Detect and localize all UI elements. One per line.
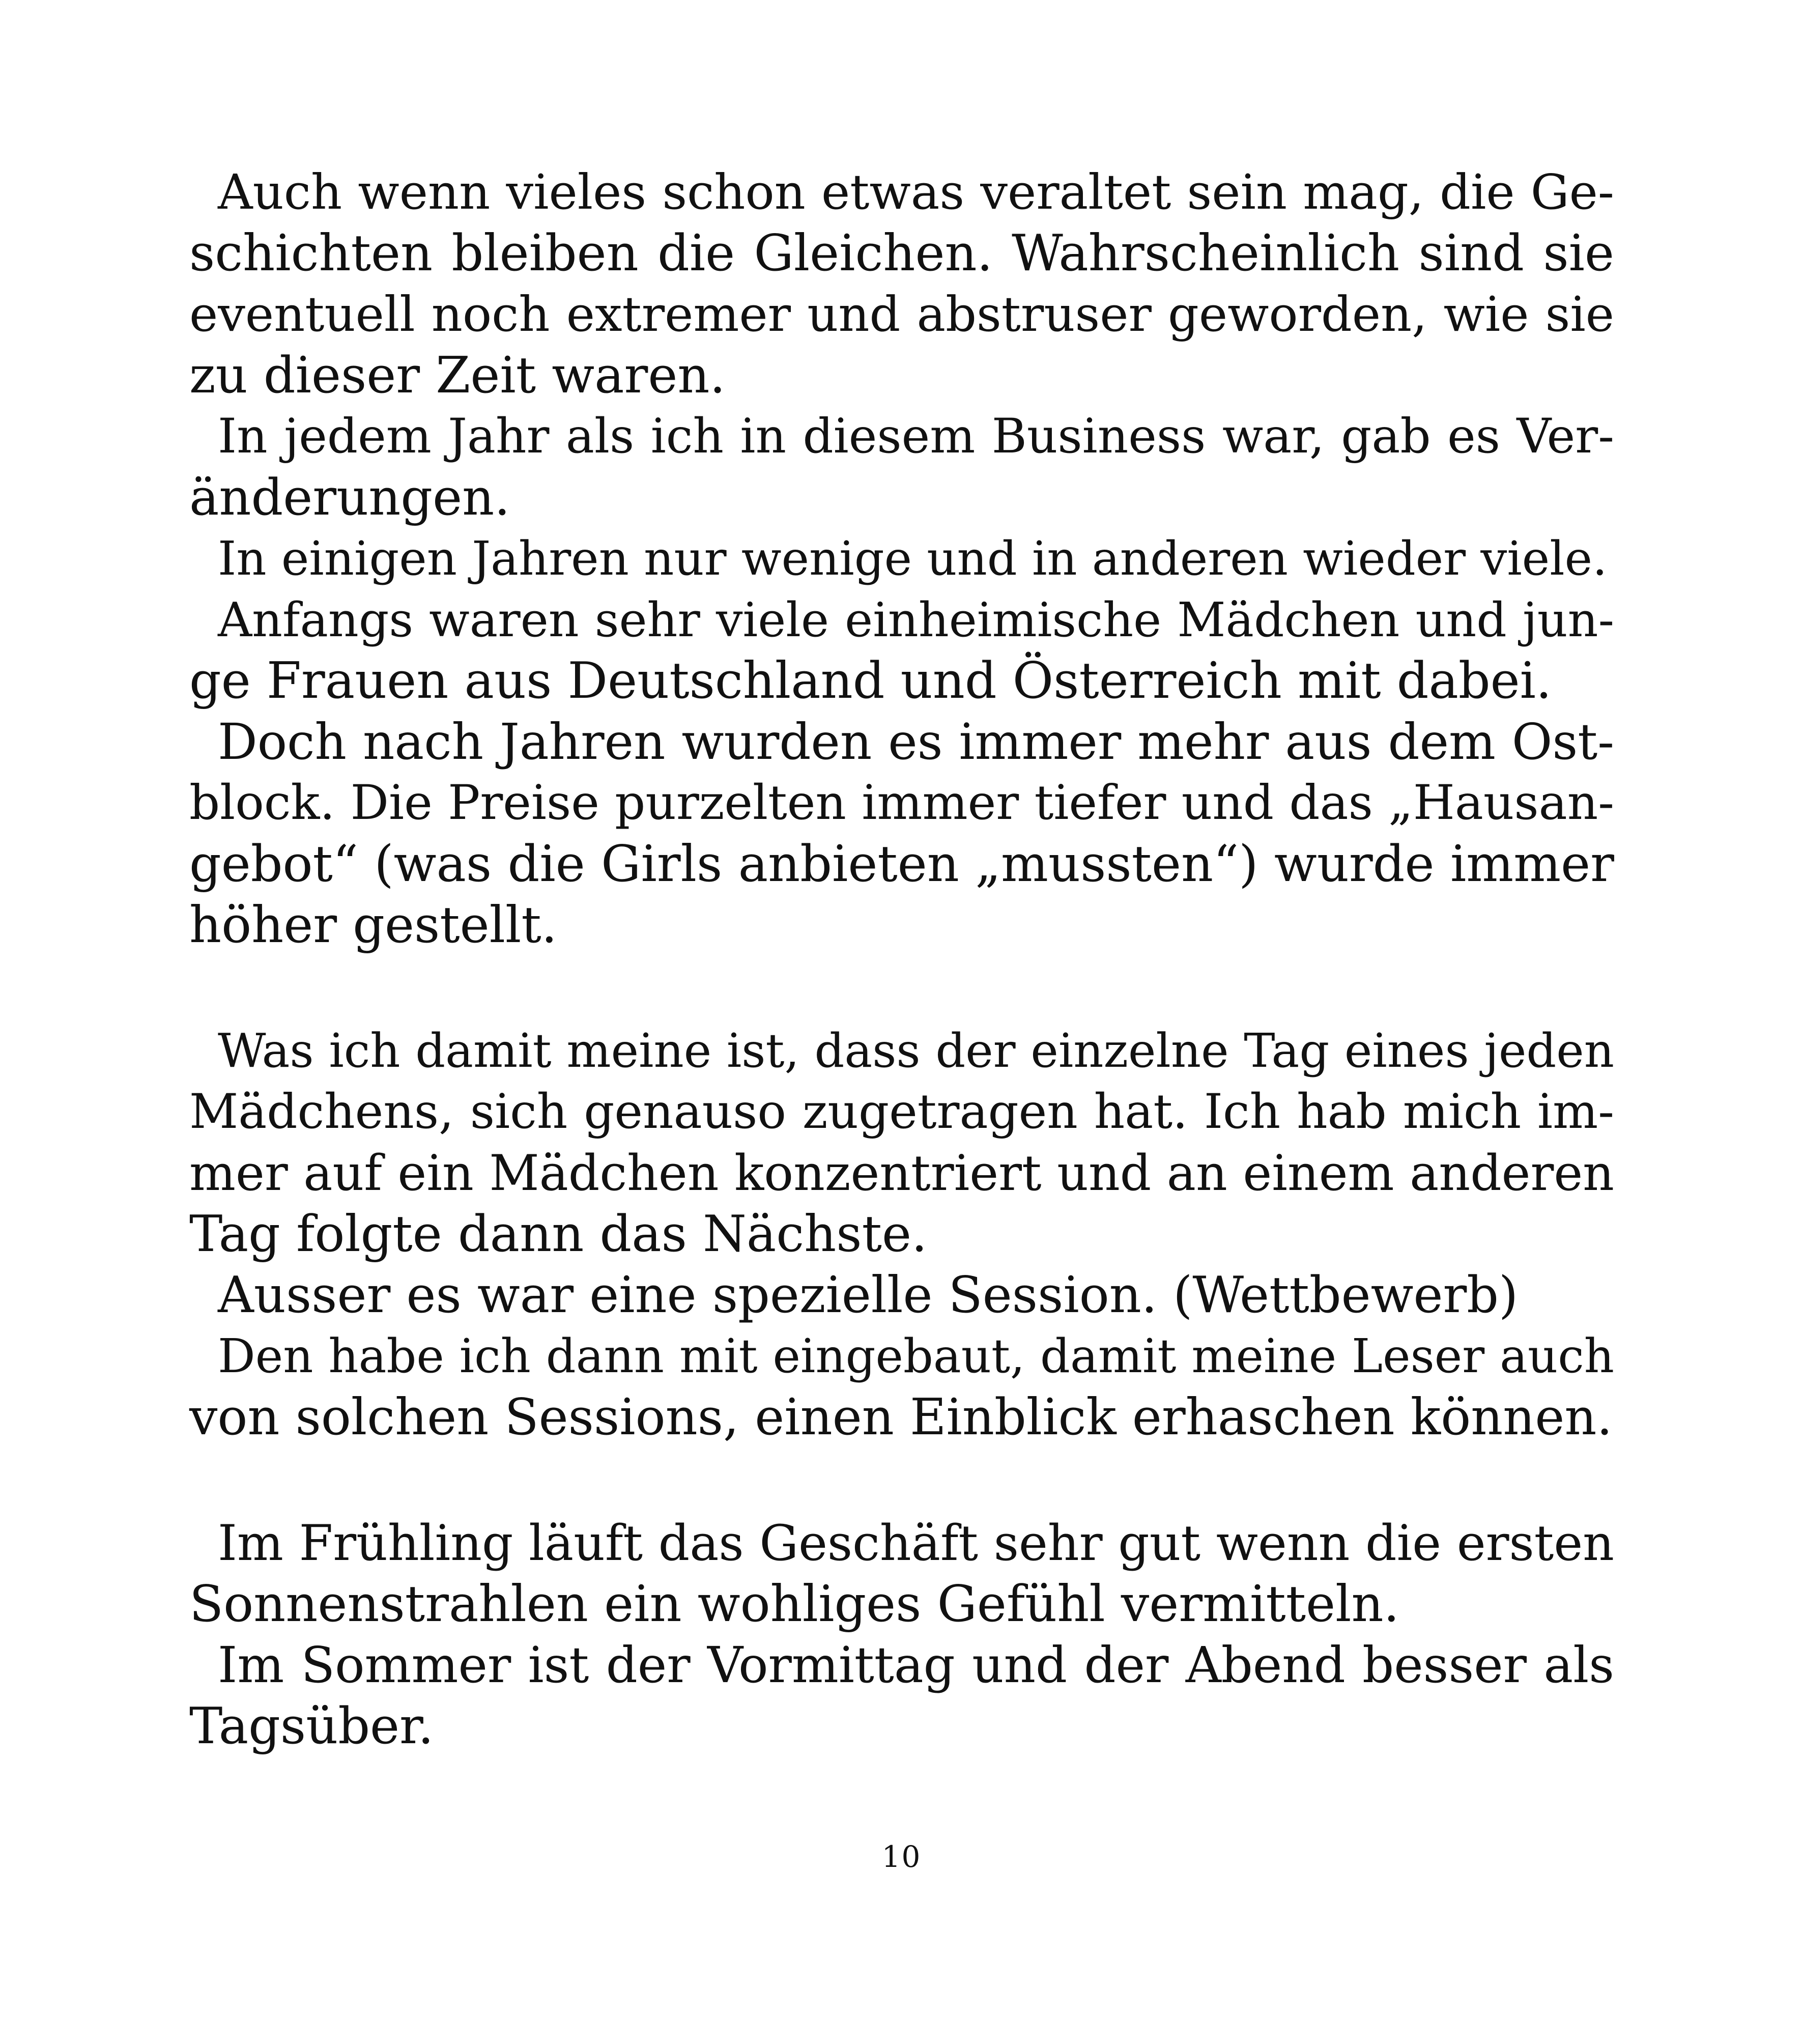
text-line: Den habe ich dann mit eingebaut, damit meine Leser auch xyxy=(218,1329,1614,1383)
paragraph xyxy=(189,1020,1614,1265)
text-line: Anfangs waren sehr viele einheimische Mädchen und jun- xyxy=(218,592,1614,647)
paragraph xyxy=(189,1265,1614,1326)
paragraph xyxy=(189,1635,1614,1757)
page-number: 10 xyxy=(881,1839,922,1874)
text-line: höher gestellt. xyxy=(189,896,557,954)
text-line: Was ich damit meine ist, dass der einzelne Tag eines jeden xyxy=(218,1024,1614,1078)
text-line: In jedem Jahr als ich in diesem Business war, gab es Ver- xyxy=(218,409,1614,464)
text-line: Im Frühling läuft das Geschäft sehr gut wenn die ersten xyxy=(218,1515,1614,1572)
text-line: Tagsüber. xyxy=(189,1697,434,1755)
text-line: ge Frauen aus Deutschland und Österreich mit dabei. xyxy=(189,652,1552,710)
text-line: Sonnenstrahlen ein wohliges Gefühl vermitteln. xyxy=(189,1575,1399,1633)
paragraph-gap xyxy=(189,956,1614,1020)
paragraph xyxy=(189,528,1614,589)
paragraph-gap xyxy=(189,1448,1614,1513)
paragraph xyxy=(189,406,1614,528)
text-line: Mädchens, sich genauso zugetragen hat. Ich hab mich im- xyxy=(189,1084,1614,1140)
text-line: In einigen Jahren nur wenige und in anderen wieder viele. xyxy=(218,531,1608,586)
text-line: Auch wenn vieles schon etwas veraltet sein mag, die Ge- xyxy=(218,164,1614,220)
text-line: mer auf ein Mädchen konzentriert und an einem anderen xyxy=(189,1145,1614,1202)
text-line: eventuell noch extremer und abstruser geworden, wie sie xyxy=(189,287,1614,343)
text-line: Tag folgte dann das Nächste. xyxy=(189,1205,928,1263)
paragraph xyxy=(189,712,1614,956)
text-line: Im Sommer ist der Vormittag und der Abend besser als xyxy=(218,1636,1614,1694)
paragraph xyxy=(189,162,1614,406)
text-line: gebot“ (was die Girls anbieten „mussten“) wurde immer xyxy=(189,835,1614,893)
text-line: zu dieser Zeit waren. xyxy=(189,347,726,405)
paragraph xyxy=(189,589,1614,712)
paragraph xyxy=(189,1326,1614,1448)
text-line: Ausser es war eine spezielle Session. (Wettbewerb) xyxy=(218,1266,1519,1324)
text-line: block. Die Preise purzelten immer tiefer und das „Hausan- xyxy=(189,775,1614,831)
text-line: von solchen Sessions, einen Einblick erhaschen können. xyxy=(189,1388,1613,1446)
paragraph xyxy=(189,1513,1614,1635)
text-line: schichten bleiben die Gleichen. Wahrscheinlich sind sie xyxy=(189,224,1614,282)
body-text xyxy=(189,162,1614,1757)
text-line: Doch nach Jahren wurden es immer mehr aus dem Ost- xyxy=(218,713,1614,771)
text-line: änderungen. xyxy=(189,469,510,527)
